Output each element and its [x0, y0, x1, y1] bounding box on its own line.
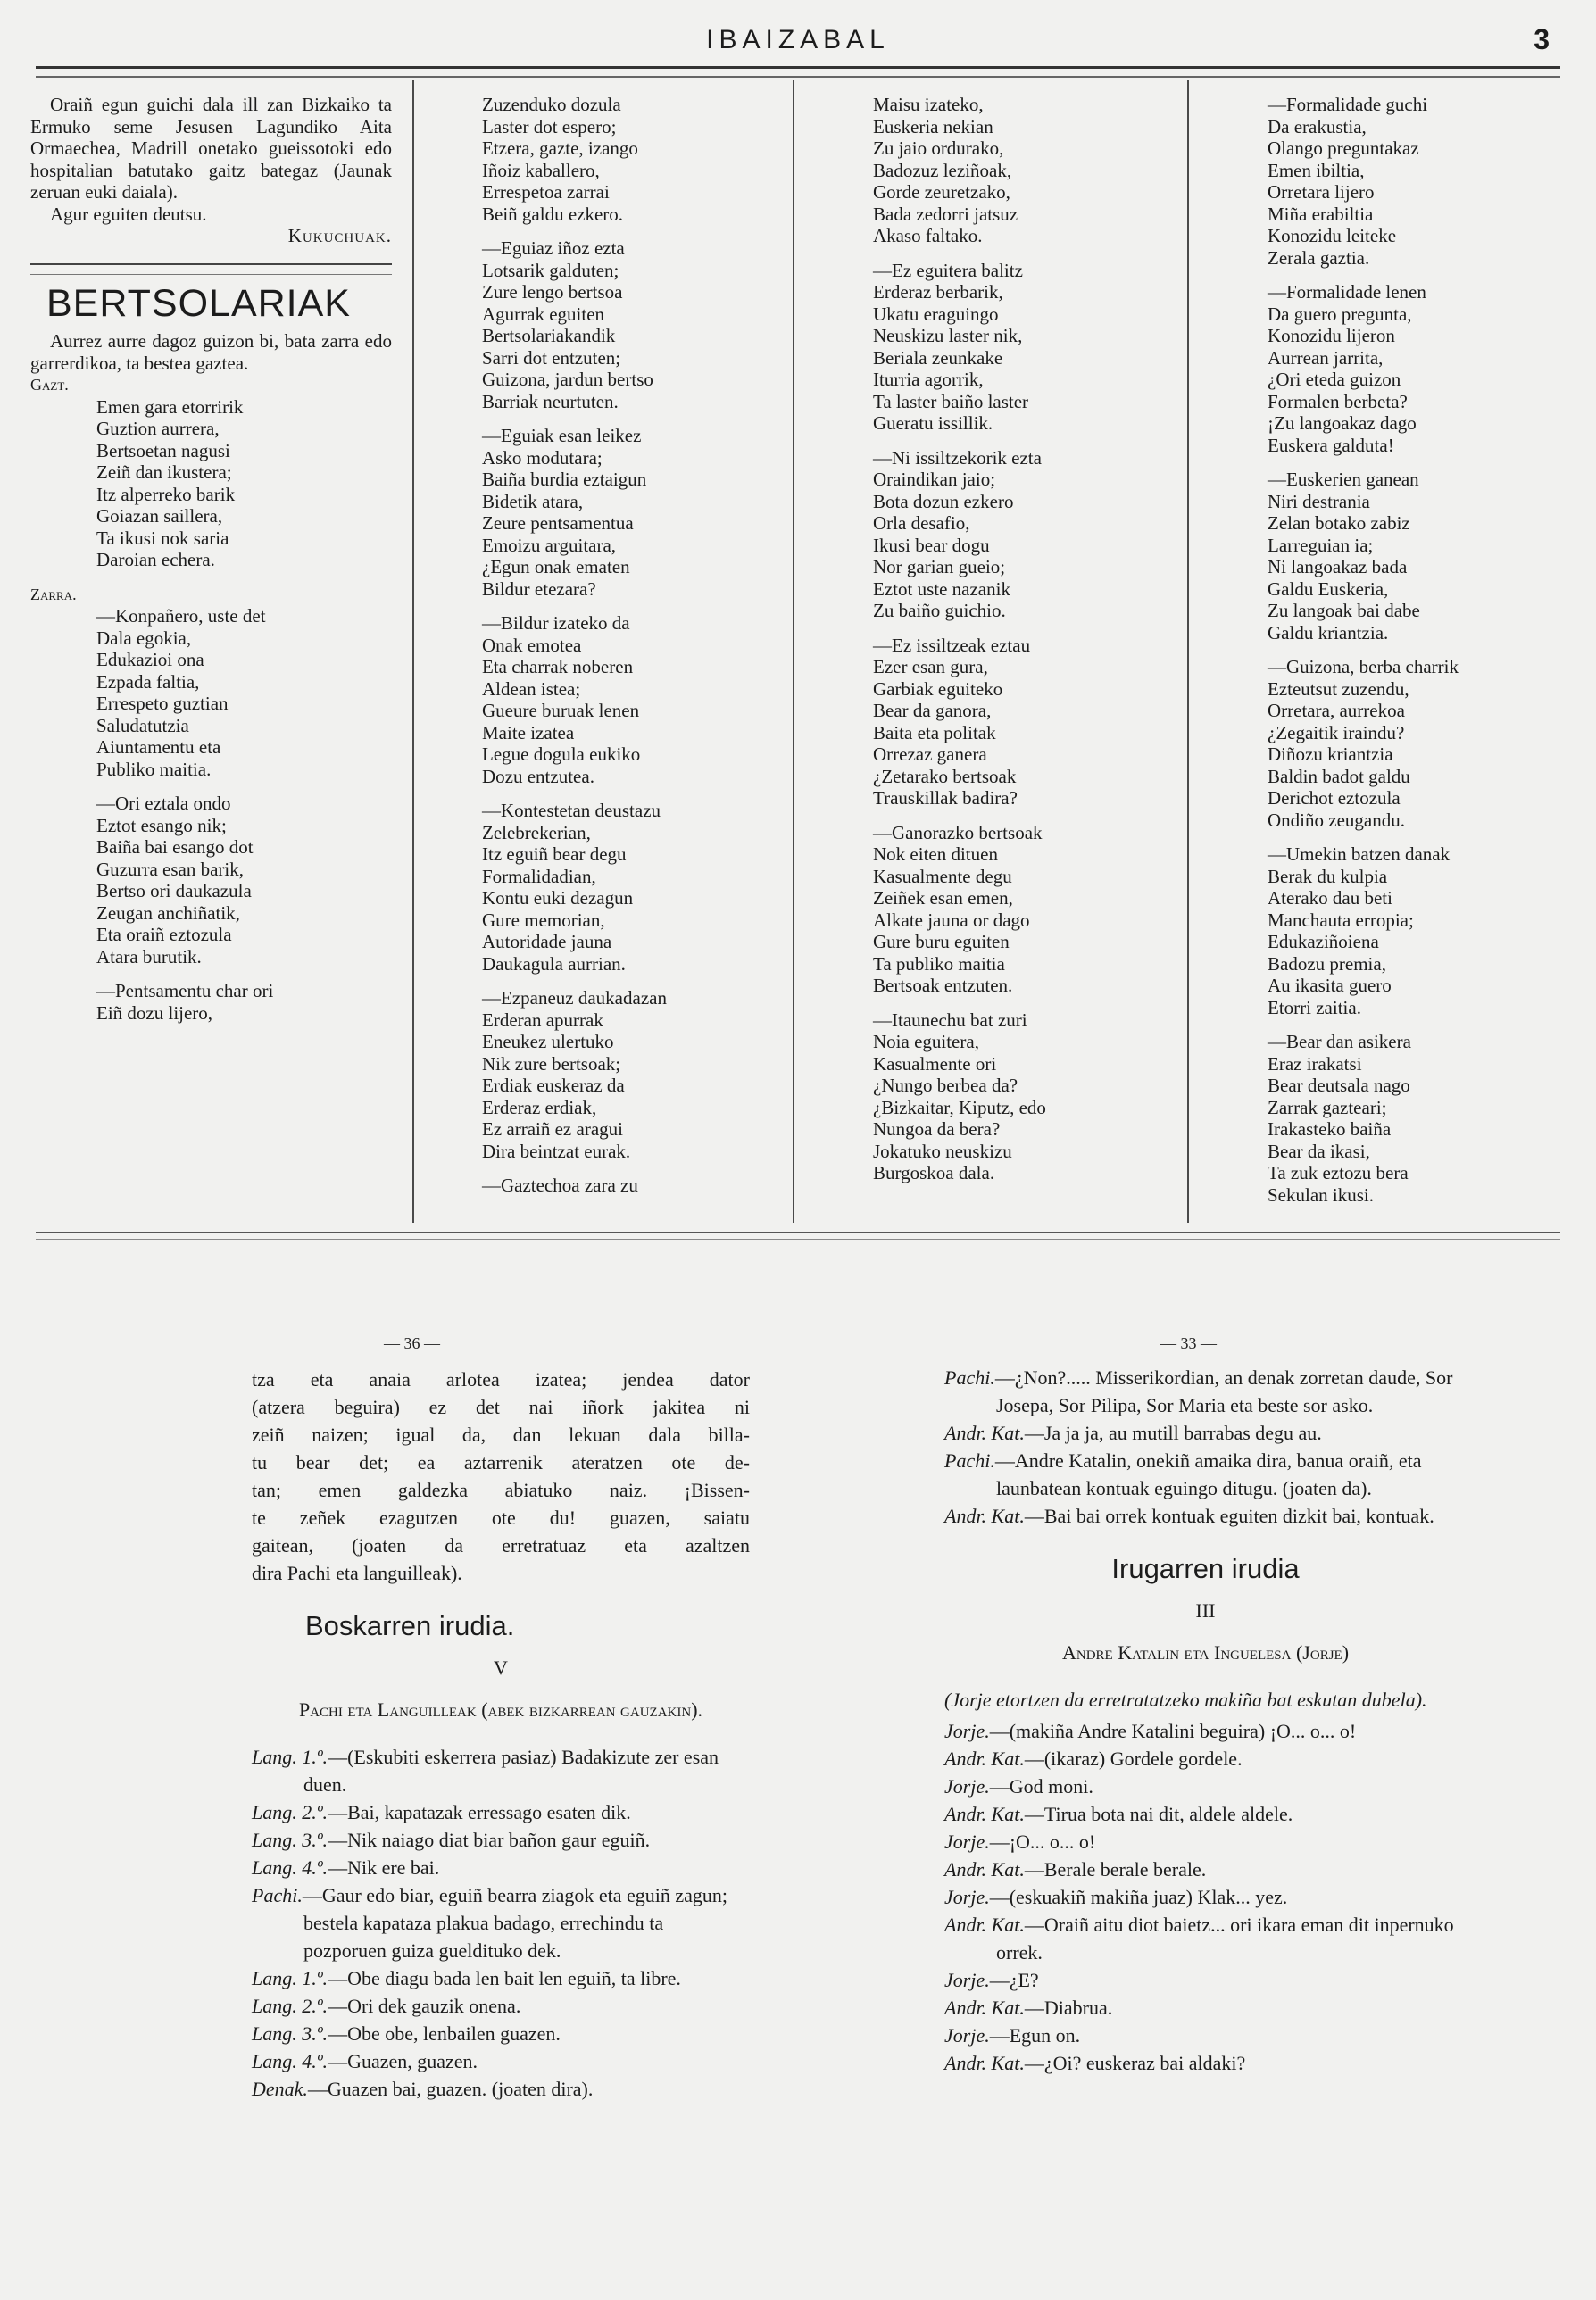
speaker-name: Lang. 3.º.	[252, 1829, 328, 1851]
speaker-label: Zarra.	[30, 585, 77, 603]
dialogue-line	[252, 1743, 750, 1798]
dialogue-text: —¿Oi? euskeraz bai aldaki?	[1024, 2052, 1246, 2074]
dialogue-line	[944, 2022, 1467, 2049]
paragraph-line: te zeñek ezagutzen ote du! guazen, saiatu	[252, 1507, 750, 1529]
dialogue-text: —Bai, kapatazak erressago esaten dik.	[328, 1801, 631, 1823]
speaker-name: Andr. Kat.	[944, 1914, 1025, 1936]
column-separator	[412, 80, 414, 1223]
verse: —Formalidade guchi Da erakustia, Olango preguntakaz Emen ibiltia, Orretara lijero Miña erabiltia Konozidu leiteke Zerala gaztia.	[1268, 94, 1428, 269]
column-2	[482, 94, 777, 1197]
column-4	[1268, 94, 1571, 1206]
speaker-name: Andr. Kat.	[944, 1997, 1025, 2019]
paragraph-line: gaitean, (joaten da erretratuaz eta azaltzen	[252, 1534, 750, 1557]
dialogue-text: —Andre Katalin, onekiñ amaika dira, banua oraiñ, eta launbatean kontuak eguingo ditugu. (joaten da).	[994, 1449, 1422, 1499]
scene-title: Irugarren irudia	[1111, 1553, 1300, 1584]
dialogue-line	[944, 1856, 1467, 1883]
dialogue-text: —Bai bai orrek kontuak eguiten dizkit bai, kontuak.	[1024, 1505, 1434, 1527]
dialogue-line	[944, 1419, 1467, 1447]
dialogue-text: —¿E?	[989, 1969, 1039, 1991]
dialogue-list	[944, 1364, 1467, 1530]
dialogue-line	[944, 1800, 1467, 1828]
dialogue-text: —Tirua bota nai dit, aldele aldele.	[1024, 1803, 1293, 1825]
dialogue-line	[944, 1883, 1467, 1911]
dialogue-text: —¡O... o... o!	[989, 1831, 1096, 1853]
column-1	[30, 94, 392, 1024]
dialogue-line	[252, 2020, 750, 2047]
speaker-name: Jorje.	[944, 1886, 990, 1908]
paragraph-line: tu bear det; ea aztarrenik ateratzen ote de-	[252, 1451, 750, 1474]
scene-cast: Pachi eta Languilleak (abek bizkarrean gauzakin).	[298, 1698, 703, 1721]
scene-number: III	[1195, 1599, 1216, 1622]
masthead-rule	[36, 66, 1560, 78]
dialogue-line	[944, 1502, 1467, 1530]
play-paragraph	[252, 1366, 750, 1587]
paragraph-line: dira Pachi eta languilleak).	[252, 1562, 462, 1584]
speaker-name: Andr. Kat.	[944, 1858, 1025, 1881]
dialogue-line	[252, 1992, 750, 2020]
speaker-name: Andr. Kat.	[944, 1505, 1025, 1527]
speaker-name: Lang. 3.º.	[252, 2022, 328, 2045]
dialogue-text: —(ikaraz) Gordele gordele.	[1024, 1748, 1243, 1770]
dialogue-line	[252, 1798, 750, 1826]
masthead	[36, 25, 1560, 61]
dialogue-line	[944, 1364, 1467, 1419]
verse: —Euskerien ganean Niri destrania Zelan botako zabiz Larreguian ia; Ni langoakaz bada Galdu Euskeria, Zu langoak bai dabe Galdu kriantzia.	[1268, 469, 1420, 644]
speaker-name: Andr. Kat.	[944, 1803, 1025, 1825]
speaker-name: Lang. 4.º.	[252, 2050, 328, 2072]
stage-direction: (Jorje etortzen da erretratatzeko makiña bat eskutan dubela).	[944, 1689, 1427, 1711]
dialogue-list	[944, 1717, 1467, 2077]
dialogue-line	[944, 1717, 1467, 1745]
verse: —Ni issiltzekorik ezta Oraindikan jaio; Bota dozun ezkero Orla desafio, Ikusi bear dogu Nor garian gueio; Eztot uste nazanik Zu baiño guichio.	[873, 446, 1042, 621]
column-3	[873, 94, 1168, 1184]
speaker-name: Lang. 2.º.	[252, 1995, 328, 2017]
dialogue-text: —Guazen, guazen.	[328, 2050, 478, 2072]
dialogue-text: —Nik naiago diat biar bañon gaur eguiñ.	[328, 1829, 651, 1851]
paragraph-line: zeiñ naizen; igual da, dan lekuan dala billa-	[252, 1424, 750, 1446]
verse: —Umekin batzen danak Berak du kulpia Aterako dau beti Manchauta erropia; Edukaziñoiena Badozu premia, Au ikasita guero Etorri zaitia.	[1268, 843, 1451, 1018]
speaker-name: Lang. 1.º.	[252, 1967, 328, 1989]
verse: Emen gara etorririk Guztion aurrera, Bertsoetan nagusi Zeiñ dan ikustera; Itz alperreko barik Goiazan saillera, Ta ikusi nok saria Daroian echera.	[96, 395, 244, 570]
verse: —Formalidade lenen Da guero pregunta, Konozidu lijeron Aurrean jarrita, ¿Ori eteda guizon Formalen berbeta? ¡Zu langoakaz dago Euskera galduta!	[1268, 281, 1426, 456]
paragraph-line: tan; emen galdezka abiatuko naiz. ¡Bissen-	[252, 1479, 750, 1501]
dialogue-line	[944, 1911, 1467, 1966]
verse: —Ganorazko bertsoak Nok eiten dituen Kasualmente degu Zeiñek esan emen, Alkate jauna or dago Gure buru eguiten Ta publiko maitia Bertsoak entzuten.	[873, 821, 1043, 996]
speaker-name: Jorje.	[944, 1969, 990, 1991]
dialogue-text: —Diabrua.	[1024, 1997, 1113, 2019]
verse: —Kontestetan deustazu Zelebrekerian, Itz eguiñ bear degu Formalidadian, Kontu euki dezagun Gure memorian, Autoridade jauna Daukagula aurrian.	[482, 800, 661, 975]
dialogue-line	[252, 2075, 750, 2103]
dialogue-line	[252, 2047, 750, 2075]
speaker-name: Lang. 4.º.	[252, 1856, 328, 1879]
speaker-name: Pachi.	[252, 1884, 303, 1906]
scene-title: Boskarren irudia.	[305, 1610, 515, 1641]
intro-paragraph: Aurrez aurre dagoz guizon bi, bata zarra edo garrerdikoa, ta bestea gaztea.	[30, 330, 392, 374]
speaker-name: Andr. Kat.	[944, 1422, 1025, 1444]
dialogue-text: —Obe diagu bada len bait len eguiñ, ta libre.	[328, 1967, 681, 1989]
speaker-name: Pachi.	[944, 1449, 995, 1472]
dialogue-text: —Nik ere bai.	[328, 1856, 440, 1879]
verse: —Ez eguitera balitz Erderaz berbarik, Ukatu eraguingo Neuskizu laster nik, Beriala zeunkake Iturria agorrik, Ta laster baiño laster Gueratu issillik.	[873, 259, 1029, 434]
dialogue-line	[944, 1966, 1467, 1994]
dialogue-line	[252, 1964, 750, 1992]
verse: —Bildur izateko da Onak emotea Eta charrak noberen Aldean istea; Gueure buruak lenen Maite izatea Legue dogula eukiko Dozu entzutea.	[482, 612, 641, 787]
speaker-name: Jorje.	[944, 1720, 990, 1742]
speaker-name: Jorje.	[944, 2024, 990, 2047]
verse: —Ezpaneuz daukadazan Erderan apurrak Eneukez ulertuko Nik zure bertsoak; Erdiak euskeraz da Erderaz erdiak, Ez arraiñ ez aragui Dira beintzat eurak.	[482, 987, 667, 1162]
dialogue-line	[944, 2049, 1467, 2077]
dialogue-text: —(makiña Andre Katalini beguira) ¡O... o... o!	[989, 1720, 1357, 1742]
verse: —Ori eztala ondo Eztot esango nik; Baiña bai esango dot Guzurra esan barik, Bertso ori daukazula Zeugan anchiñatik, Eta oraiñ eztozula Atara burutik.	[96, 793, 254, 967]
section-divider	[30, 263, 392, 275]
speaker-name: Jorje.	[944, 1775, 990, 1798]
speaker-name: Pachi.	[944, 1366, 995, 1389]
dialogue-list	[252, 1743, 750, 2103]
dialogue-line	[944, 1745, 1467, 1773]
dialogue-text: —(eskuakiñ makiña juaz) Klak... yez.	[989, 1886, 1288, 1908]
verse: —Eguiak esan leikez Asko modutara; Baiña burdia eztaigun Bidetik atara, Zeure pentsamentua Emoizu arguitara, ¿Egun onak ematen Bildur etezara?	[482, 425, 647, 600]
signature: Kukuchuak.	[287, 225, 392, 246]
dialogue-line	[252, 1826, 750, 1854]
dialogue-text: —Ja ja ja, au mutill barrabas degu au.	[1024, 1422, 1322, 1444]
verse: Zuzenduko dozula Laster dot espero; Etzera, gazte, izango Iñoiz kaballero, Errespetoa zarrai Beiñ galdu ezkero.	[482, 94, 638, 225]
masthead-title: IBAIZABAL	[706, 25, 890, 54]
dialogue-line	[944, 1447, 1467, 1502]
speaker-name: Andr. Kat.	[944, 1748, 1025, 1770]
dialogue-line	[944, 1773, 1467, 1800]
dialogue-text: —Berale berale berale.	[1024, 1858, 1207, 1881]
verse: —Guizona, berba charrik Ezteutsut zuzendu, Orretara, aurrekoa ¿Zegaitik iraindu? Diñozu kriantzia Baldin badot galdu Derichot eztozula Ondiño zeugandu.	[1268, 656, 1459, 831]
speaker-name: Andr. Kat.	[944, 2052, 1025, 2074]
verse: Maisu izateko, Euskeria nekian Zu jaio ordurako, Badozuz leziñoak, Gorde zeuretzako, Bada zedorri jatsuz Akaso faltako.	[873, 94, 1018, 246]
dialogue-text: —Egun on.	[989, 2024, 1081, 2047]
verse: —Konpañero, uste det Dala egokia, Edukazioi ona Ezpada faltia, Errespeto guztian Saludatutzia Aiuntamentu eta Publiko maitia.	[96, 605, 266, 780]
speaker-name: Jorje.	[944, 1831, 990, 1853]
dialogue-text: —Guazen bai, guazen. (joaten dira).	[307, 2078, 594, 2100]
greeting: Agur eguiten deutsu.	[50, 203, 207, 225]
section-heading: BERTSOLARIAK	[46, 281, 351, 325]
obituary-paragraph: Oraiñ egun guichi dala ill zan Bizkaiko ta Ermuko seme Jesusen Lagundiko Aita Ormaechea, Madrill onetako gueissotoki edo hospitalian batutako gaitz bategaz (Jaunak zeruan euki daiala).	[30, 94, 392, 203]
column-separator	[793, 80, 794, 1223]
scene-number: V	[494, 1656, 508, 1679]
dialogue-text: —Ori dek gauzik onena.	[328, 1995, 521, 2017]
speaker-name: Lang. 1.º.	[252, 1746, 328, 1768]
column-separator	[1187, 80, 1189, 1223]
speaker-label: Gazt.	[30, 376, 69, 394]
dialogue-text: —Gaur edo biar, eguiñ bearra ziagok eta eguiñ zagun; bestela kapataza plakua badago, errechindu ta pozporuen guiza gueldituko dek.	[302, 1884, 728, 1962]
page-divider	[36, 1232, 1560, 1240]
dialogue-text: —God moni.	[989, 1775, 1093, 1798]
page-number: 3	[1534, 23, 1550, 55]
play-page-right	[944, 1364, 1467, 2077]
verse: —Itaunechu bat zuri Noia eguitera, Kasualmente ori ¿Nungo berbea da? ¿Bizkaitar, Kiputz, edo Nungoa da bera? Jokatuko neuskizu Burgoskoa dala.	[873, 1009, 1046, 1183]
dialogue-text: —Oraiñ aitu diot baietz... ori ikara eman dit inpernuko orrek.	[996, 1914, 1454, 1964]
page-marker: — 36 —	[384, 1334, 440, 1352]
dialogue-line	[252, 1854, 750, 1881]
dialogue-text: —Obe obe, lenbailen guazen.	[328, 2022, 561, 2045]
paragraph-line: (atzera beguira) ez det nai iñork jakitea ni	[252, 1396, 750, 1418]
speaker-name: Denak.	[252, 2078, 308, 2100]
scene-cast: Andre Katalin eta Inguelesa (Jorje)	[1061, 1641, 1350, 1664]
dialogue-line	[944, 1994, 1467, 2022]
play-page-left	[252, 1366, 750, 2103]
dialogue-text: —(Eskubiti eskerrera pasiaz) Badakizute zer esan duen.	[303, 1746, 719, 1796]
verse: —Gaztechoa zara zu	[482, 1175, 638, 1196]
dialogue-text: —¿Non?..... Misserikordian, an denak zorretan daude, Sor Josepa, Sor Pilipa, Sor Maria eta beste sor asko.	[994, 1366, 1453, 1416]
verse: —Bear dan asikera Eraz irakatsi Bear deutsala nago Zarrak gazteari; Irakasteko baiña Bear da ikasi, Ta zuk eztozu bera Sekulan ikusi.	[1268, 1031, 1411, 1206]
paragraph-line: tza eta anaia arlotea izatea; jendea dator	[252, 1368, 750, 1391]
page-marker: — 33 —	[1160, 1334, 1217, 1352]
dialogue-line	[252, 1881, 750, 1964]
verse: —Ez issiltzeak eztau Ezer esan gura, Garbiak eguiteko Bear da ganora, Baita eta politak Orrezaz ganera ¿Zetarako bertsoak Trauskillak badira?	[873, 634, 1031, 809]
dialogue-line	[944, 1828, 1467, 1856]
verse: —Pentsamentu char ori Eiñ dozu lijero,	[96, 980, 274, 1024]
verse: —Eguiaz iñoz ezta Lotsarik galduten; Zure lengo bertsoa Agurrak eguiten Bertsolariakandik Sarri dot entzuten; Guizona, jardun bertso Barriak neurtuten.	[482, 237, 653, 412]
speaker-name: Lang. 2.º.	[252, 1801, 328, 1823]
